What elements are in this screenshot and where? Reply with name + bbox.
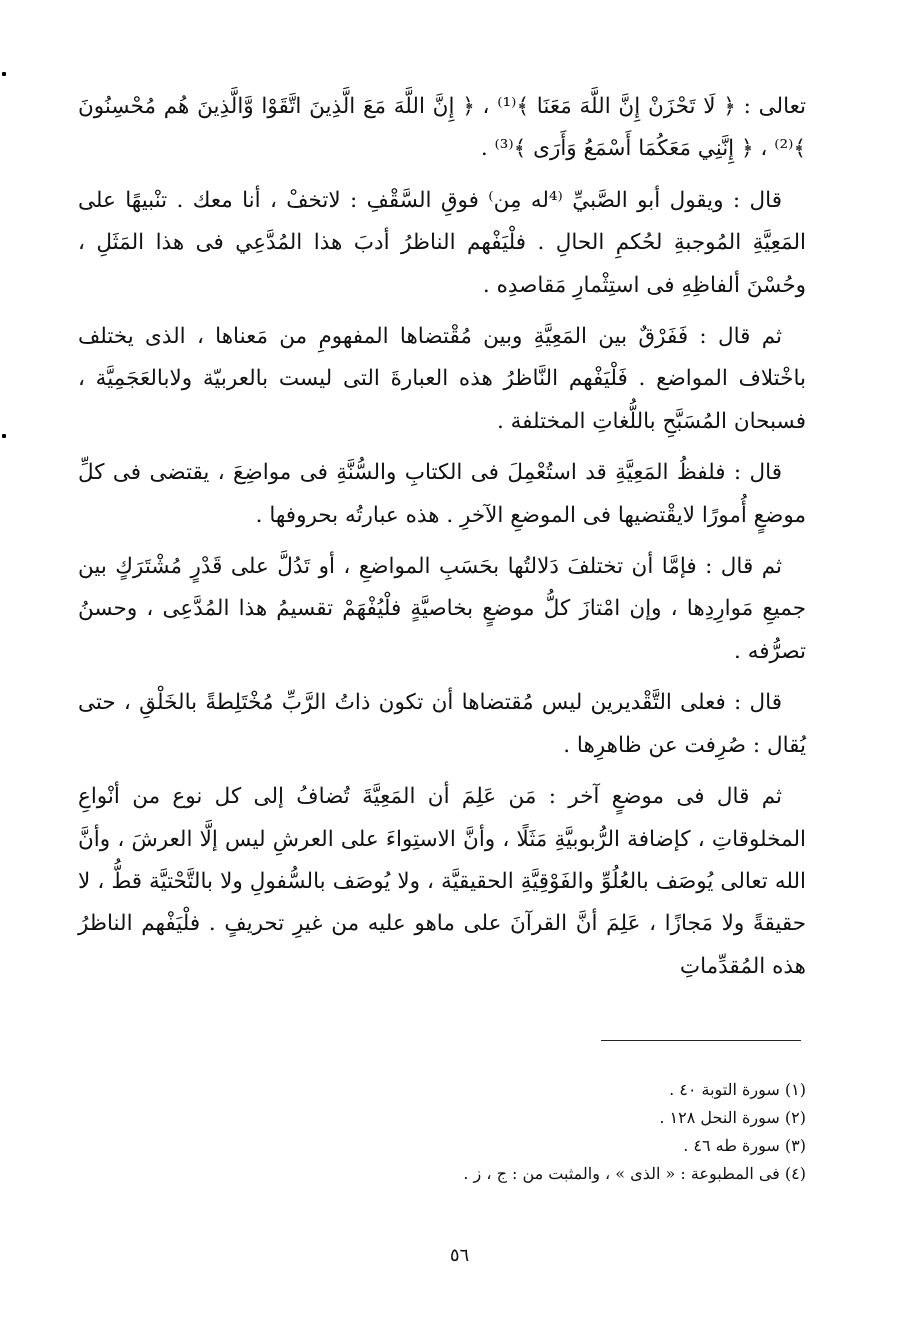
paragraph-1: تعالى : ﴿ لَا تَحْزَنْ إِنَّ اللَّهَ مَعَنَا ﴾⁽¹⁾ ، ﴿ إِنَّ اللَّهَ مَعَ الَّذِينَ اتَّقَوْا وَّالَّذِينَ هُم مُحْسِنُونَ ﴾⁽²⁾ ، ﴿ إِنَّنِي مَعَكُمَا أَسْمَعُ وَأَرَى ﴾⁽³⁾ . xyxy=(78,94,806,162)
footnote-4: (٤) فى المطبوعة : « الذى » ، والمثبت من : ج ، ز . xyxy=(463,1164,806,1183)
scan-mark-top xyxy=(2,72,6,76)
footnote-separator xyxy=(601,1040,801,1041)
footnote-3: (٣) سورة طه ٤٦ . xyxy=(683,1136,806,1155)
scan-mark-middle xyxy=(2,434,6,438)
page-number: ٥٦ xyxy=(449,1245,470,1266)
paragraph-2: قال : ويقول أبو الصَّبيِّ ⁽⁴له مِن⁾ فوقِ السَّقْفِ : لاتخفْ ، أنا معك . تنْبيهًا على المَعِيَّةِ المُوجبةِ لحُكمِ الحالِ . فلْيَفْهم الناظرُ أدبَ هذا المُدَّعِي فى هذا المَثَلِ ، وحُسْنَ ألفاظِهِ فى استِثْمارِ مَقاصدِه . xyxy=(78,187,806,298)
paragraph-7: ثم قال فى موضعٍ آخر : مَن عَلِمَ أن المَعِيَّةَ تُضافُ إلى كل نوع من أنْواعِ المخلوقاتِ ، كإضافة الرُّبوبيَّةِ مَثَلًا ، وأنَّ الاستِواءَ على العرشِ ليس إلَّا العرشَ ، وأنَّ الله تعالى يُوصَف بالعُلُوِّ والفَوْقِيَّةِ الحقيقيَّة ، ولا يُوصَف بالسُّفولِ ولا بالتَّحْتيَّة قطُّ ، لا حقيقةً ولا مَجازًا ، عَلِمَ أنَّ القرآنَ على ماهو عليه من غيرِ تحريفٍ . فلْيَفْهم الناظرُ هذه المُقدِّماتِ xyxy=(78,784,806,979)
paragraph-4: قال : فلفظُ المَعِيَّةِ قد استُعْمِلَ فى الكتابِ والسُّنَّةِ فى مواضِعَ ، يقتضى فى كلِّ موضعٍ أُمورًا لايقْتضيها فى الموضعِ الآخرِ . هذه عبارتُه بحروفها . xyxy=(78,460,806,528)
footnote-2: (٢) سورة النحل ١٢٨ . xyxy=(659,1108,806,1127)
main-text xyxy=(78,86,806,997)
paragraph-3: ثم قال : فَفَرْقٌ بين المَعِيَّةِ وبين مُقْتضاها المفهومِ من مَعناها ، الذى يختلف باخْتلاف المواضع . فَلْيَفْهم النَّاظرُ هذه العبارةَ التى ليست بالعربيّة ولابالعَجَمِيَّة ، فسبحان المُسَبَّحِ باللُّغاتِ المختلفة . xyxy=(78,324,806,434)
footnote-1: (١) سورة التوبة ٤٠ . xyxy=(669,1080,806,1099)
paragraph-6: قال : فعلى التَّقْديرين ليس مُقتضاها أن تكون ذاتُ الرَّبِّ مُخْتَلِطةً بالخَلْقِ ، حتى يُقال : صُرِفت عن ظاهرِها . xyxy=(78,690,806,758)
footnotes xyxy=(300,1076,806,1188)
paragraph-5: ثم قال : فإمَّا أن تختلفَ دَلالتُها بحَسَبِ المواضعِ ، أو تَدُلَّ على قَدْرٍ مُشْتَرَكٍ بين جميعِ مَوارِدِها ، وإن امْتازَ كلُّ موضعٍ بخاصيَّةٍ فلْيُفْهَمْ تقسيمُ هذا المُدَّعِى ، وحسنُ تصرُّفه . xyxy=(78,554,806,664)
